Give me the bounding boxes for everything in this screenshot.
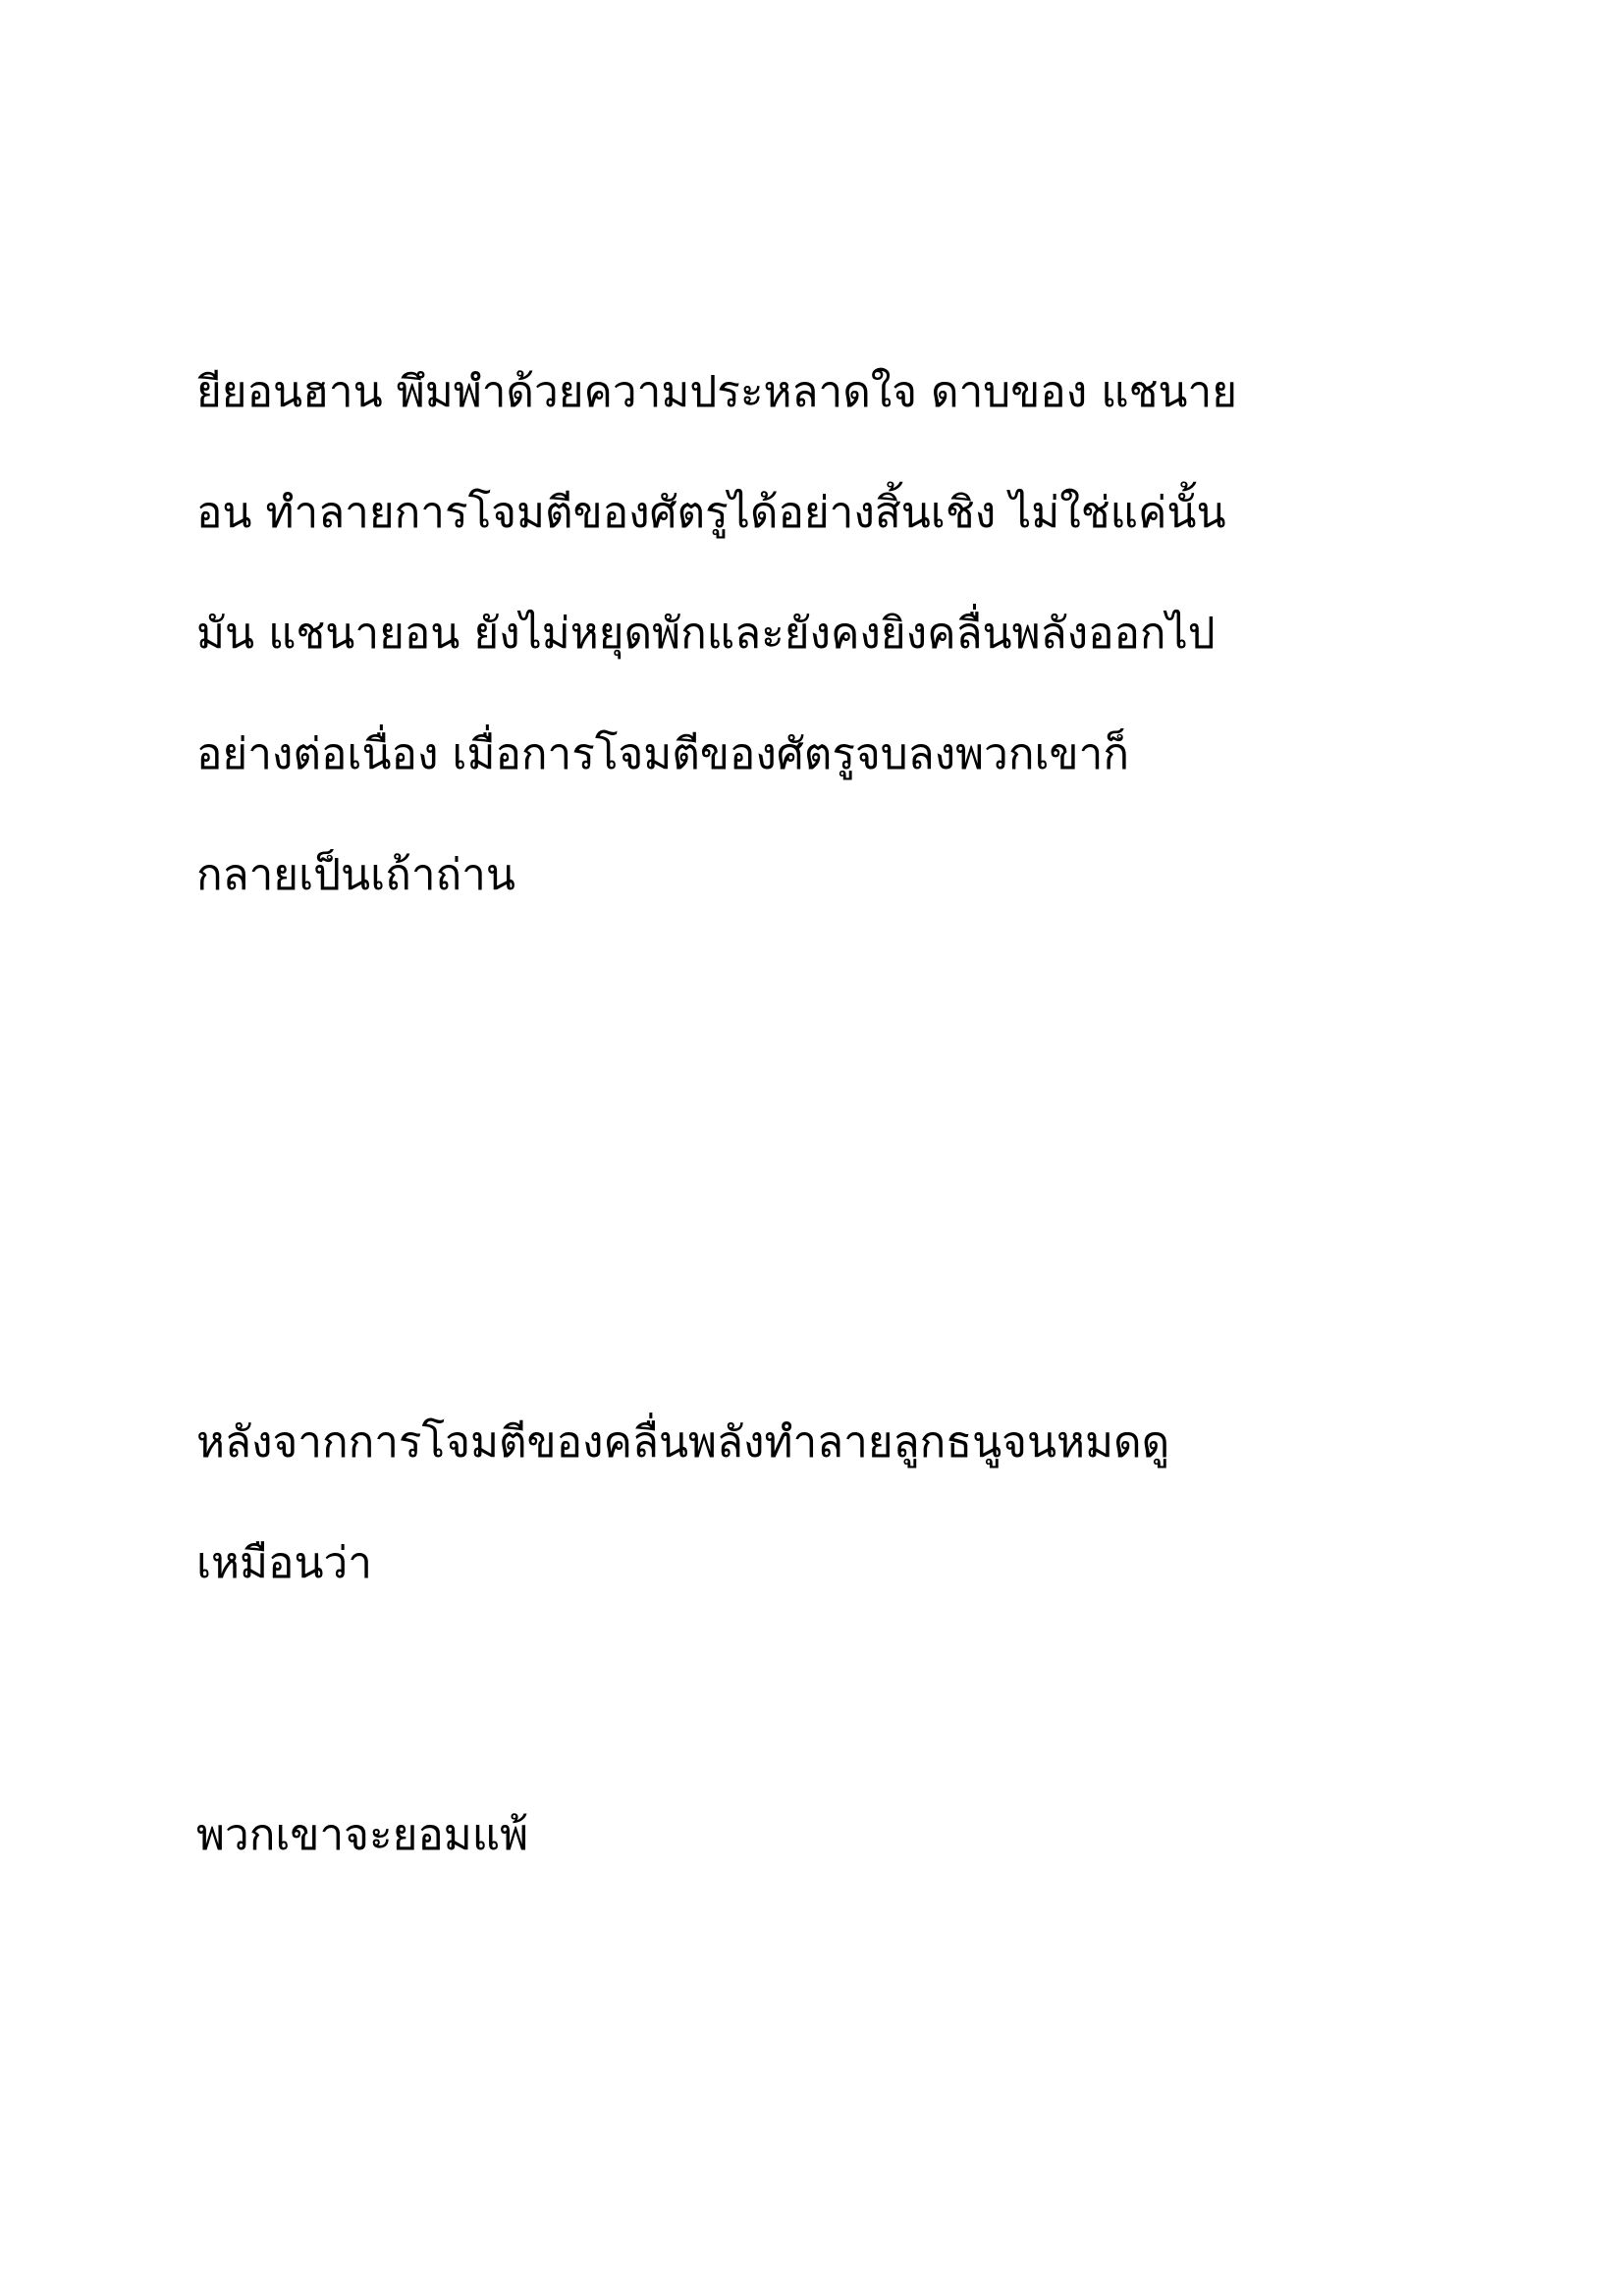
text-line: หลังจากการโจมตีของคลื่นพลังทำลายลูกธนูจนหมดดู <box>196 1417 1170 1468</box>
text-line: อน ทำลายการโจมตีของศัตรูได้อย่างสิ้นเชิง ไม่ใช่แค่นั้น <box>196 488 1226 538</box>
text-line: กลายเป็นเถ้าถ่าน <box>196 850 515 900</box>
text-line: ยียอนฮาน พึมพำด้วยความประหลาดใจ ดาบของ แชนาย <box>196 367 1237 417</box>
text-line: อย่างต่อเนื่อง เมื่อการโจมตีของศัตรูจบลงพวกเขาก็ <box>196 729 1129 779</box>
text-line: เหมือนว่า <box>196 1538 372 1588</box>
text-line: มัน แชนายอน ยังไม่หยุดพักและยังคงยิงคลื่นพลังออกไป <box>196 609 1216 659</box>
text-line: พวกเขาจะยอมแพ้ <box>196 1810 529 1860</box>
